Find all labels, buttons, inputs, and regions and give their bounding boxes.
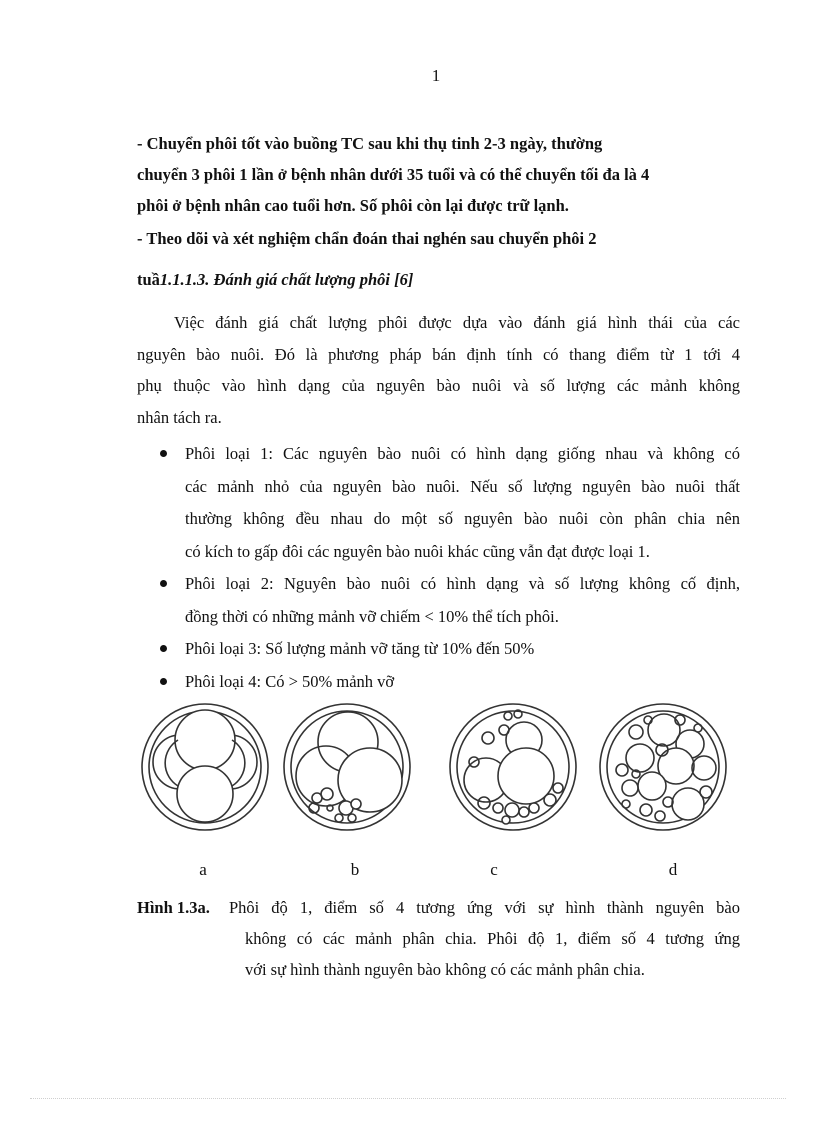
caption-line: không có các mảnh phân chia. Phôi độ 1, điểm số 4 tương ứng xyxy=(245,929,740,948)
intro-line-1: - Chuyển phôi tốt vào buồng TC sau khi thụ tinh 2-3 ngày, thường xyxy=(137,134,603,153)
list-item-grade-1 xyxy=(160,438,740,568)
bullet-icon xyxy=(160,678,167,685)
paragraph-line: Việc đánh giá chất lượng phôi được dựa vào đánh giá hình thái của các xyxy=(174,313,740,332)
paragraph-line: nguyên bào nuôi. Đó là phương pháp bán định tính có thang điểm từ 1 tới 4 xyxy=(137,344,740,364)
intro-line-4: - Theo dõi và xét nghiệm chẩn đoán thai nghén sau chuyển phôi 2 xyxy=(137,229,597,248)
intro-line-2: chuyển 3 phôi 1 lần ở bệnh nhân dưới 35 tuổi và có thể chuyển tối đa là 4 xyxy=(137,165,650,184)
embryo-b-illustration xyxy=(280,700,414,834)
page-bottom-rule xyxy=(30,1098,786,1099)
bullet-line: thường không đều nhau do một số nguyên bào nuôi còn phân chia nên xyxy=(185,509,740,528)
paragraph-line: phụ thuộc vào hình dạng của nguyên bào nuôi và số lượng các mảnh không xyxy=(137,376,740,396)
embryo-a-illustration xyxy=(138,700,272,834)
page-number: 1 xyxy=(431,66,441,85)
heading-prefix: tuầ xyxy=(137,270,160,289)
body-paragraph xyxy=(137,307,740,434)
figure-label-a: a xyxy=(199,860,207,879)
paragraph-line: nhân tách ra. xyxy=(137,408,222,428)
bullet-line: Phôi loại 2: Nguyên bào nuôi có hình dạng và số lượng không cố định, xyxy=(185,574,740,593)
embryo-d-illustration xyxy=(596,700,730,834)
bullet-line: các mảnh nhỏ của nguyên bào nuôi. Nếu số lượng nguyên bào nuôi thất xyxy=(185,476,740,496)
bullet-line: Phôi loại 1: Các nguyên bào nuôi có hình dạng giống nhau và không có xyxy=(185,444,740,463)
section-heading xyxy=(137,270,413,290)
bullet-line: có kích to gấp đôi các nguyên bào nuôi khác cũng vẫn đạt được loại 1. xyxy=(185,541,650,561)
list-item-grade-3 xyxy=(160,633,740,666)
intro-line-3: phôi ở bệnh nhân cao tuổi hơn. Số phôi còn lại được trữ lạnh. xyxy=(137,196,569,215)
caption-line: Phôi độ 1, điểm số 4 tương ứng với sự hình thành nguyên bào xyxy=(229,898,740,917)
bullet-line: đồng thời có những mảnh vỡ chiếm < 10% thể tích phôi. xyxy=(185,606,559,626)
figure-caption xyxy=(137,892,740,985)
bullet-line: Phôi loại 3: Số lượng mảnh vỡ tăng từ 10% đến 50% xyxy=(185,639,535,658)
caption-line: với sự hình thành nguyên bào không có các mảnh phân chia. xyxy=(245,960,645,979)
grade-list xyxy=(160,438,740,698)
bullet-icon xyxy=(160,450,167,457)
list-item-grade-2 xyxy=(160,568,740,633)
heading-title: 1.1.1.3. Đánh giá chất lượng phôi [6] xyxy=(159,270,414,289)
list-item-grade-4 xyxy=(160,666,740,699)
bullet-icon xyxy=(160,645,167,652)
bullet-icon xyxy=(160,580,167,587)
bullet-line: Phôi loại 4: Có > 50% mảnh vỡ xyxy=(185,671,395,691)
figure-label-d: d xyxy=(668,860,678,879)
figure-label-b: b xyxy=(350,860,360,879)
embryo-figure xyxy=(130,700,740,840)
figure-label-c: c xyxy=(490,860,498,879)
caption-label: Hình 1.3a. xyxy=(137,898,210,917)
embryo-c-illustration xyxy=(446,700,580,834)
